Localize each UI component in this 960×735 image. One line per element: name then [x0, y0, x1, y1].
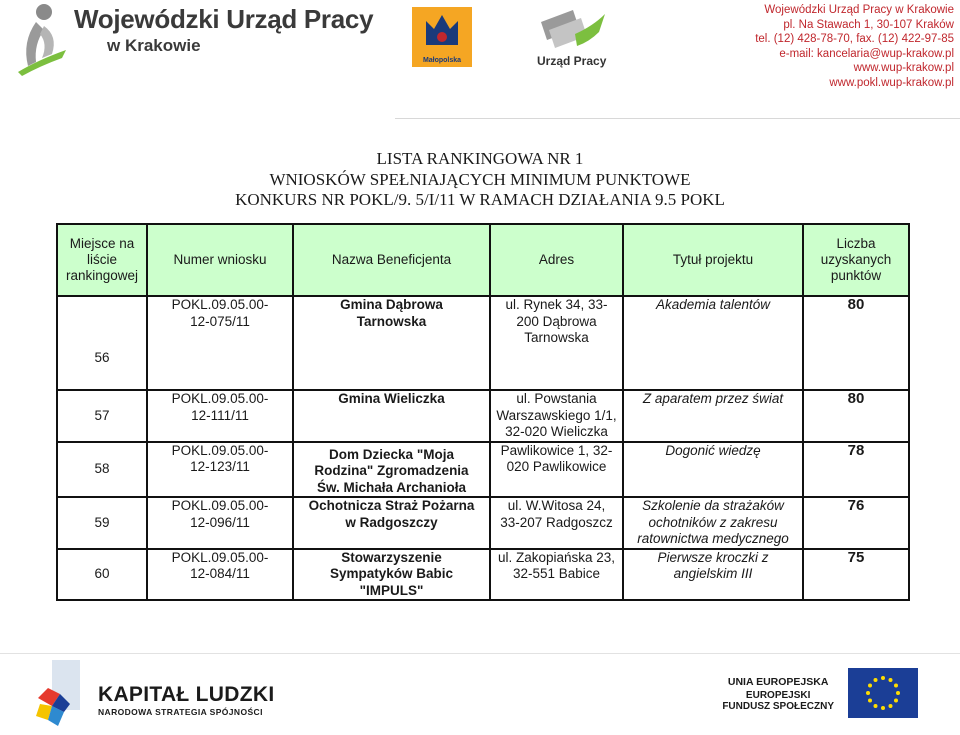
- cell-lp: 60: [57, 549, 147, 601]
- table-row: [57, 390, 909, 442]
- document-title: [0, 149, 960, 211]
- cell-nazwa: Gmina Wieliczka: [293, 390, 490, 442]
- header-numer: Numer wniosku: [147, 224, 293, 296]
- cell-adres: ul. Rynek 34, 33-200 Dąbrowa Tarnowska: [490, 296, 623, 390]
- eu-text-block: [722, 676, 834, 712]
- cell-punkty: 76: [803, 497, 909, 549]
- eu-star-icon: [894, 684, 898, 688]
- cell-tytul: Szkolenie da strażaków ochotników z zakresu ratownictwa medycznego: [623, 497, 803, 549]
- contact-line-phone: tel. (12) 428-78-70, fax. (12) 422-97-85: [755, 33, 954, 45]
- cell-numer: POKL.09.05.00-12-075/11: [147, 296, 293, 390]
- cell-nazwa: Stowarzyszenie Sympatyków Babic "IMPULS": [293, 549, 490, 601]
- eu-star-icon: [881, 706, 885, 710]
- eu-line-fund-2: FUNDUSZ SPOŁECZNY: [722, 701, 834, 712]
- cell-adres: ul. W.Witosa 24, 33-207 Radgoszcz: [490, 497, 623, 549]
- cell-adres: ul. Powstania Warszawskiego 1/1, 32-020 Wieliczka: [490, 390, 623, 442]
- cell-nazwa: Dom Dziecka "Moja Rodzina" Zgromadzenia Św. Michała Archanioła: [293, 442, 490, 498]
- urzad-pracy-logo-icon: [535, 6, 610, 56]
- wup-logo-icon: [14, 2, 70, 76]
- kapital-ludzki-title: KAPITAŁ LUDZKI: [98, 683, 275, 706]
- cell-adres: ul. Zakopiańska 23, 32-551 Babice: [490, 549, 623, 601]
- cell-tytul: Akademia talentów: [623, 296, 803, 390]
- eu-flag-icon: [848, 668, 918, 718]
- header-divider: [395, 118, 960, 119]
- cell-punkty: 75: [803, 549, 909, 601]
- eu-star-icon: [868, 699, 872, 703]
- eu-star-icon: [889, 678, 893, 682]
- table-row: [57, 296, 909, 390]
- malopolska-crown-icon: [412, 7, 472, 55]
- table-row: [57, 442, 909, 498]
- urzad-pracy-label: Urząd Pracy: [537, 54, 607, 68]
- cell-punkty: 80: [803, 296, 909, 390]
- cell-tytul: Pierwsze kroczki z angielskim III: [623, 549, 803, 601]
- title-line-1: LISTA RANKINGOWA NR 1: [376, 149, 584, 168]
- contact-line-www-pokl[interactable]: www.pokl.wup-krakow.pl: [829, 76, 954, 89]
- cell-punkty: 78: [803, 442, 909, 498]
- cell-numer: POKL.09.05.00-12-084/11: [147, 549, 293, 601]
- cell-lp: 56: [57, 296, 147, 390]
- wup-title: Wojewódzki Urząd Pracy: [74, 4, 374, 34]
- cell-numer: POKL.09.05.00-12-111/11: [147, 390, 293, 442]
- malopolska-label: Małopolska: [422, 57, 462, 64]
- header-punkty: Liczba uzyskanych punktów: [803, 224, 909, 296]
- kapital-ludzki-subtitle: NARODOWA STRATEGIA SPÓJNOŚCI: [98, 707, 263, 717]
- eu-star-icon: [881, 676, 885, 680]
- header-tytul: Tytuł projektu: [623, 224, 803, 296]
- eu-star-icon: [894, 699, 898, 703]
- cell-tytul: Dogonić wiedzę: [623, 442, 803, 498]
- eu-star-icon: [868, 684, 872, 688]
- eu-star-icon: [866, 691, 870, 695]
- malopolska-logo: [412, 7, 472, 67]
- cell-numer: POKL.09.05.00-12-096/11: [147, 497, 293, 549]
- contact-line-office: Wojewódzki Urząd Pracy w Krakowie: [764, 4, 954, 16]
- cell-lp: 58: [57, 442, 147, 498]
- title-line-3: KONKURS NR POKL/9. 5/I/11 W RAMACH DZIAŁANIA 9.5 POKL: [235, 190, 725, 209]
- cell-numer: POKL.09.05.00-12-123/11: [147, 442, 293, 498]
- contact-line-email[interactable]: e-mail: kancelaria@wup-krakow.pl: [779, 47, 954, 60]
- title-line-2: WNIOSKÓW SPEŁNIAJĄCYCH MINIMUM PUNKTOWE: [269, 169, 691, 189]
- ranking-table: [56, 223, 910, 601]
- cell-tytul: Z aparatem przez świat: [623, 390, 803, 442]
- cell-punkty: 80: [803, 390, 909, 442]
- header-adres: Adres: [490, 224, 623, 296]
- wup-subtitle: w Krakowie: [107, 36, 201, 55]
- footer-divider: [0, 653, 960, 654]
- cell-nazwa: Gmina Dąbrowa Tarnowska: [293, 296, 490, 390]
- eu-star-icon: [874, 678, 878, 682]
- eu-line-fund-1: EUROPEJSKI: [745, 690, 811, 701]
- table-row: [57, 549, 909, 601]
- header-nazwa: Nazwa Beneficjenta: [293, 224, 490, 296]
- contact-line-www[interactable]: www.wup-krakow.pl: [853, 62, 954, 74]
- contact-block: [755, 3, 954, 90]
- kapital-ludzki-logo-icon: [34, 658, 82, 728]
- cell-lp: 57: [57, 390, 147, 442]
- eu-star-icon: [874, 704, 878, 708]
- cell-adres: Pawlikowice 1, 32-020 Pawlikowice: [490, 442, 623, 498]
- eu-line-union: UNIA EUROPEJSKA: [727, 676, 829, 688]
- eu-star-icon: [896, 691, 900, 695]
- contact-line-address: pl. Na Stawach 1, 30-107 Kraków: [783, 18, 954, 31]
- table-row: [57, 497, 909, 549]
- cell-nazwa: Ochotnicza Straż Pożarna w Radgoszczy: [293, 497, 490, 549]
- eu-star-icon: [889, 704, 893, 708]
- cell-lp: 59: [57, 497, 147, 549]
- table-header-row: [57, 224, 909, 296]
- header-miejsce: Miejsce na liście rankingowej: [57, 224, 147, 296]
